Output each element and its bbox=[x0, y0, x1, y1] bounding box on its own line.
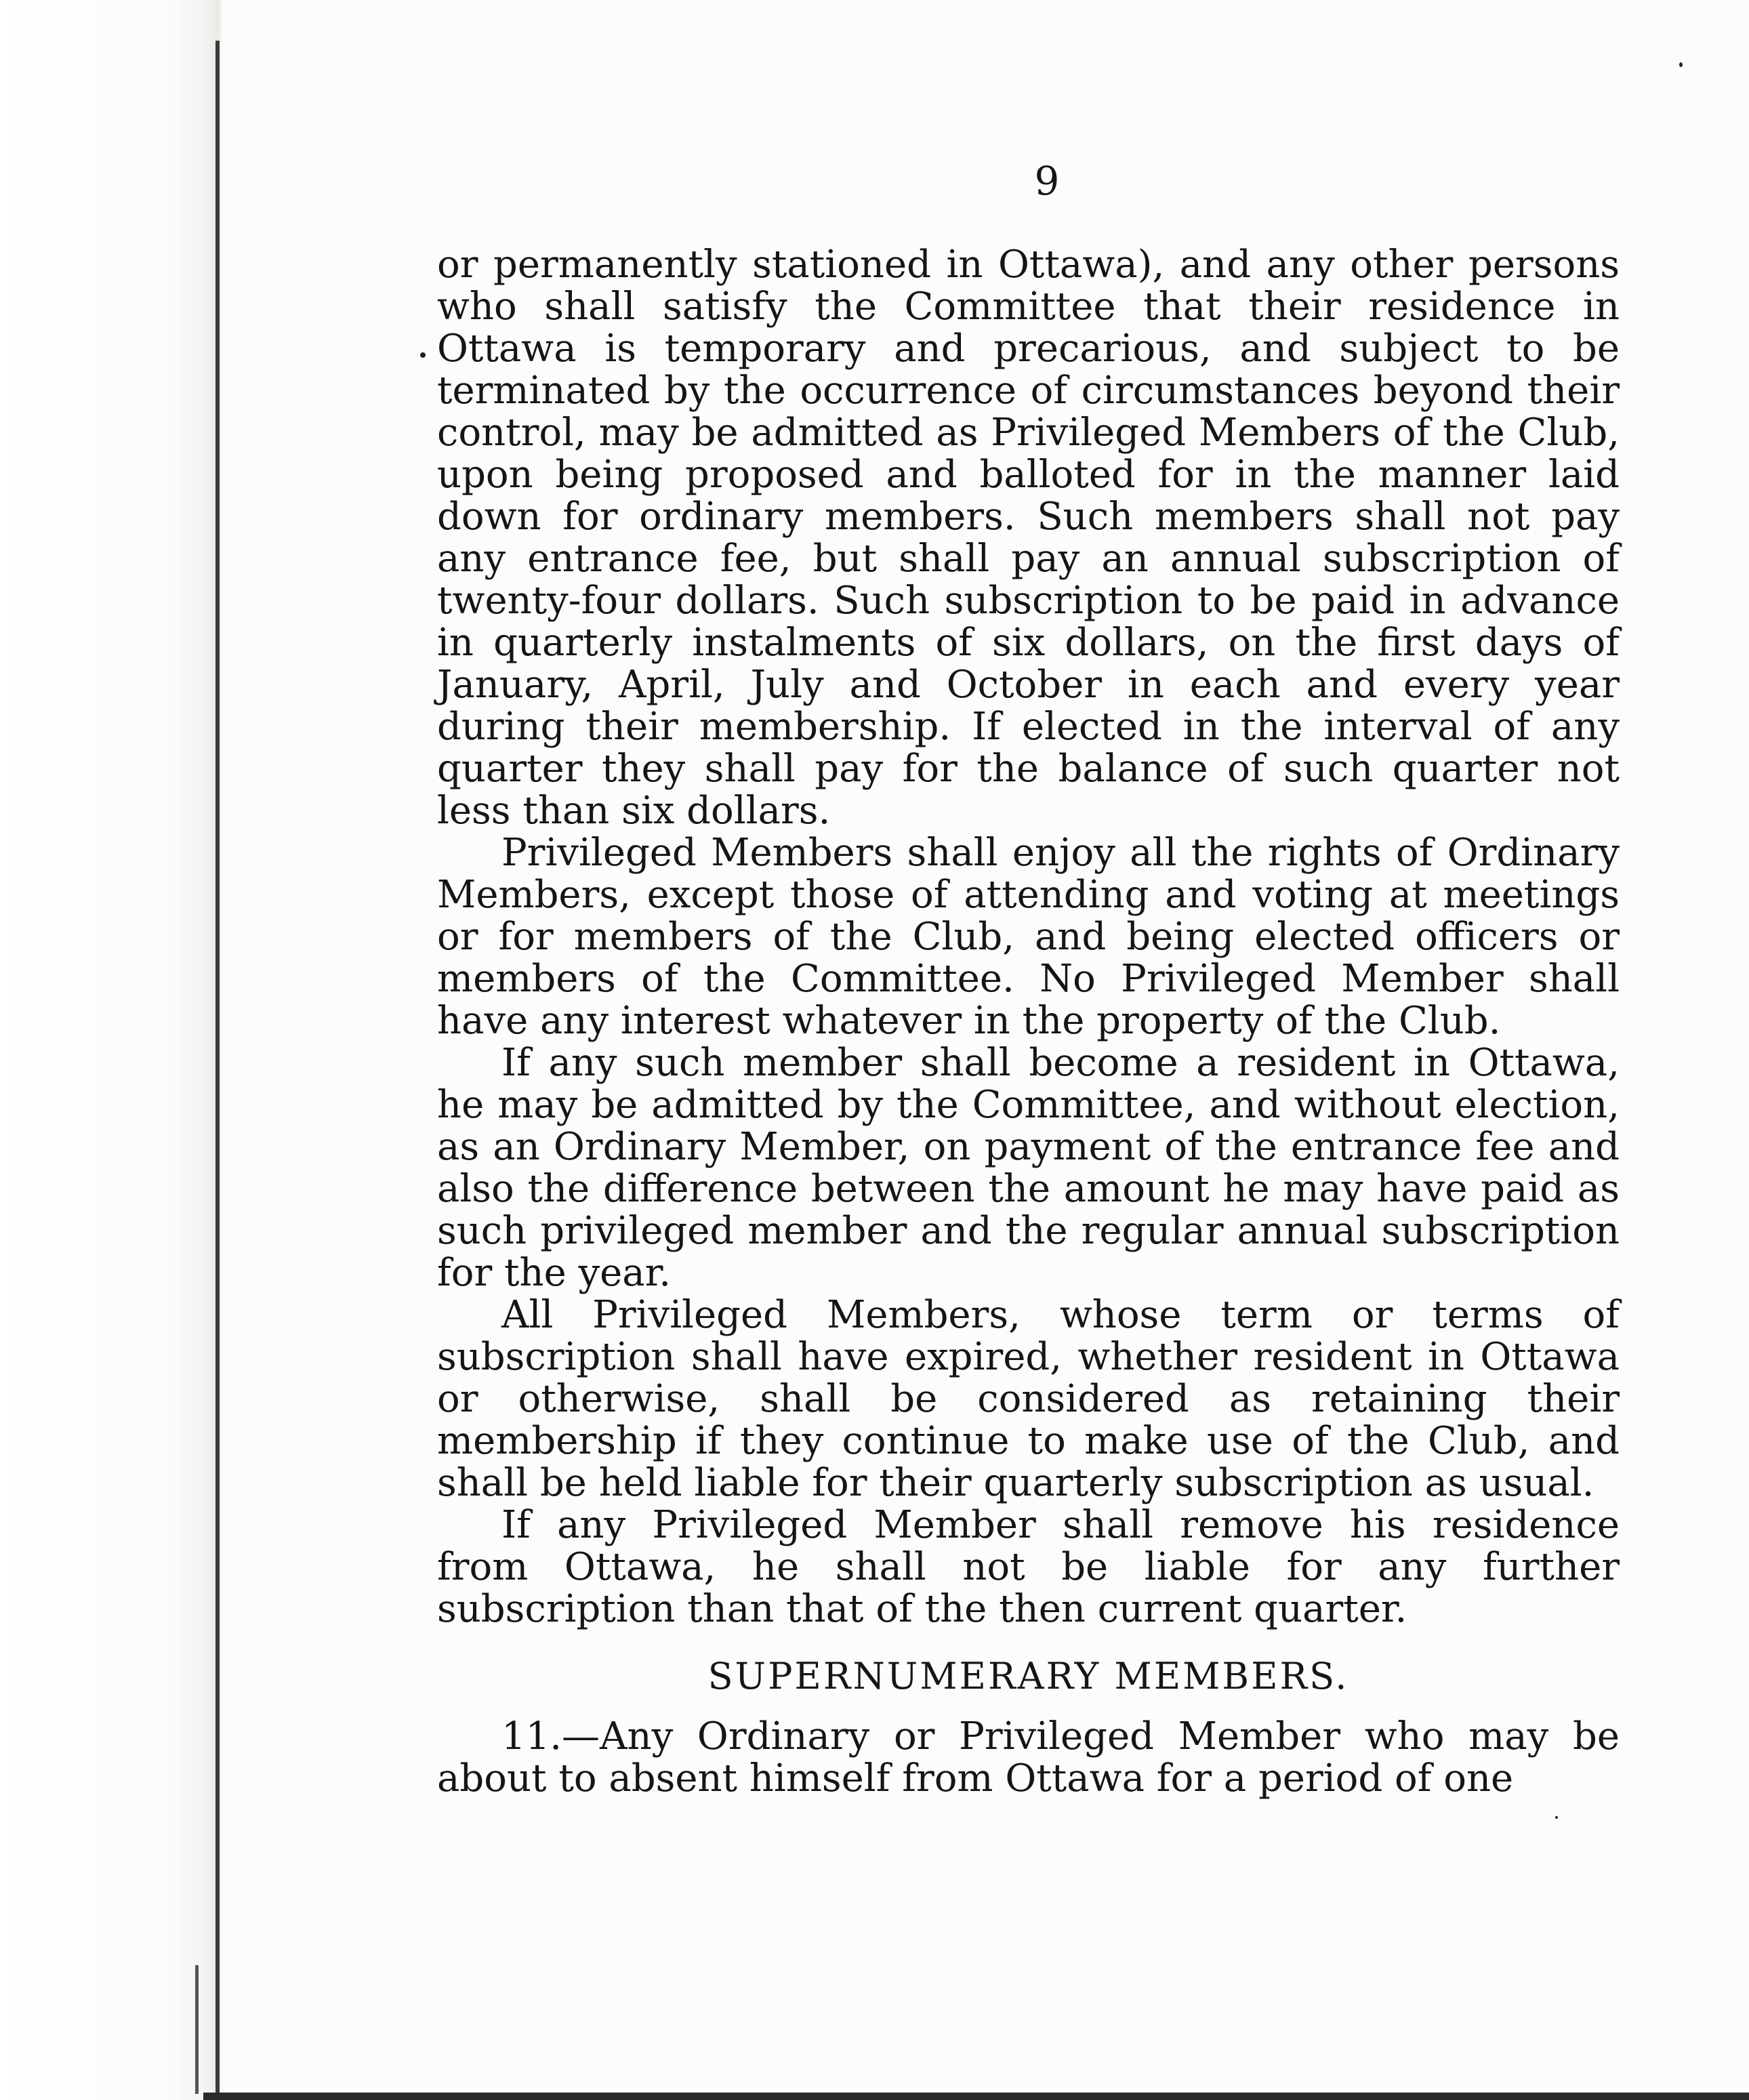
paragraph-continuation: or permanently stationed in Ottawa), and any other persons who shall satisfy the Committee that their residence in Ottawa is temporary and precarious, and subject to be terminated by the occurrence of circumstances beyond their control, may be admitted as Privileged Members of the Club, upon being proposed and balloted for in the manner laid down for ordinary members. Such members shall not pay any entrance fee, but shall pay an annual subscription of twenty-four dollars. Such subscription to be paid in advance in quarterly instalments of six dollars, on the first days of January, April, July and October in each and every year during their membership. If elected in the interval of any quarter they shall pay for the balance of such quarter not less than six dollars. bbox=[437, 243, 1620, 833]
spine-shadow-lower bbox=[195, 1965, 199, 2094]
page-number: 9 bbox=[1034, 158, 1060, 204]
paragraph-expired-terms: All Privileged Members, whose term or terms of subscription shall have expired, whether resident in Ottawa or otherwise, shall be considered as retaining their membership if they continue to make use of the Club, and shall be held liable for their quarterly subscription as usual. bbox=[437, 1293, 1620, 1505]
spine-shadow bbox=[215, 41, 220, 2094]
print-speck bbox=[420, 352, 426, 358]
paragraph-privileged-rights: Privileged Members shall enjoy all the rights of Ordinary Members, except those of attending and voting at meetings or for members of the Club, and being elected officers or members of the Committee. No Privileged Member shall have any interest whatever in the property of the Club. bbox=[437, 831, 1620, 1043]
body-text bbox=[437, 244, 1620, 1800]
rule-11-paragraph: 11.—Any Ordinary or Privileged Member who may be about to absent himself from Ottawa for a period of one bbox=[437, 1714, 1620, 1800]
print-speck bbox=[1555, 1816, 1558, 1819]
paragraph-becoming-resident: If any such member shall become a resident in Ottawa, he may be admitted by the Committee, and without election, as an Ordinary Member, on payment of the entrance fee and also the difference between the amount he may have paid as such privileged member and the regular annual subscription for the year. bbox=[437, 1041, 1620, 1295]
section-heading: SUPERNUMERARY MEMBERS. bbox=[707, 1655, 1349, 1697]
binding-edge bbox=[0, 0, 222, 2100]
bottom-edge-shadow bbox=[203, 2093, 1749, 2100]
print-speck bbox=[1679, 62, 1683, 67]
paragraph-removal: If any Privileged Member shall remove his residence from Ottawa, he shall not be liable for any further subscription than that of the then current quarter. bbox=[437, 1503, 1620, 1631]
